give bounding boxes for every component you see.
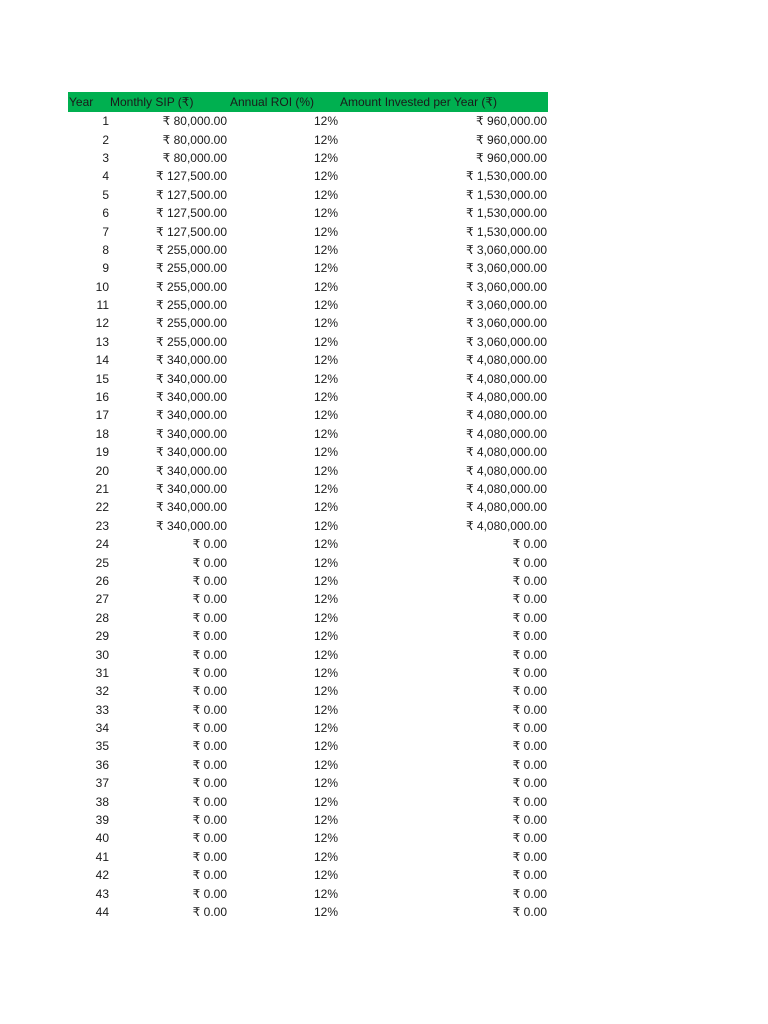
cell-amount-per-year[interactable]: ₹ 3,060,000.00 — [465, 242, 547, 257]
cell-annual-roi[interactable]: 12% — [313, 684, 338, 699]
sip-table — [68, 92, 548, 921]
cell-monthly-sip[interactable]: ₹ 340,000.00 — [155, 408, 227, 423]
cell-annual-roi[interactable]: 12% — [313, 316, 338, 331]
cell-year[interactable]: 1 — [102, 114, 109, 129]
table-row — [68, 664, 548, 682]
cell-amount-per-year[interactable]: ₹ 0.00 — [512, 665, 547, 680]
cell-amount-per-year[interactable]: ₹ 1,530,000.00 — [465, 187, 547, 202]
cell-amount-per-year[interactable]: ₹ 0.00 — [512, 794, 547, 809]
table-row — [68, 737, 548, 755]
cell-year[interactable]: 2 — [102, 132, 109, 147]
cell-amount-per-year[interactable]: ₹ 3,060,000.00 — [465, 279, 547, 294]
cell-amount-per-year[interactable]: ₹ 0.00 — [512, 592, 547, 607]
cell-amount-per-year[interactable]: ₹ 0.00 — [512, 831, 547, 846]
table-row — [68, 333, 548, 351]
cell-amount-per-year[interactable]: ₹ 0.00 — [512, 776, 547, 791]
cell-annual-roi[interactable]: 12% — [313, 849, 338, 864]
cell-monthly-sip[interactable]: ₹ 340,000.00 — [155, 518, 227, 533]
table-row — [68, 314, 548, 332]
cell-year[interactable]: 28 — [95, 610, 109, 625]
cell-amount-per-year[interactable]: ₹ 4,080,000.00 — [465, 518, 547, 533]
cell-monthly-sip[interactable]: ₹ 127,500.00 — [155, 206, 227, 221]
cell-year[interactable]: 44 — [95, 904, 109, 919]
cell-amount-per-year[interactable]: ₹ 0.00 — [512, 684, 547, 699]
cell-monthly-sip[interactable]: ₹ 0.00 — [192, 721, 227, 736]
table-row — [68, 112, 548, 130]
table-row — [68, 425, 548, 443]
cell-annual-roi[interactable]: 12% — [313, 610, 338, 625]
cell-year[interactable]: 13 — [95, 334, 109, 349]
cell-monthly-sip[interactable]: ₹ 0.00 — [192, 555, 227, 570]
cell-monthly-sip[interactable]: ₹ 0.00 — [192, 610, 227, 625]
cell-year[interactable]: 10 — [95, 279, 109, 294]
cell-year[interactable]: 3 — [102, 150, 109, 165]
cell-year[interactable]: 15 — [95, 371, 109, 386]
cell-year[interactable]: 8 — [102, 242, 109, 257]
table-row — [68, 369, 548, 387]
cell-monthly-sip[interactable]: ₹ 255,000.00 — [155, 261, 227, 276]
cell-year[interactable]: 29 — [95, 629, 109, 644]
cell-monthly-sip[interactable]: ₹ 0.00 — [192, 592, 227, 607]
cell-year[interactable]: 9 — [102, 261, 109, 276]
cell-amount-per-year[interactable]: ₹ 1,530,000.00 — [465, 224, 547, 239]
cell-year[interactable]: 38 — [95, 794, 109, 809]
cell-year[interactable]: 33 — [95, 702, 109, 717]
table-row — [68, 204, 548, 222]
cell-annual-roi[interactable]: 12% — [313, 573, 338, 588]
cell-amount-per-year[interactable]: ₹ 960,000.00 — [475, 132, 547, 147]
cell-year[interactable]: 37 — [95, 776, 109, 791]
cell-monthly-sip[interactable]: ₹ 0.00 — [192, 813, 227, 828]
cell-year[interactable]: 34 — [95, 721, 109, 736]
cell-amount-per-year[interactable]: ₹ 0.00 — [512, 702, 547, 717]
table-row — [68, 719, 548, 737]
cell-amount-per-year[interactable]: ₹ 4,080,000.00 — [465, 353, 547, 368]
cell-monthly-sip[interactable]: ₹ 0.00 — [192, 886, 227, 901]
cell-annual-roi[interactable]: 12% — [313, 426, 338, 441]
cell-monthly-sip[interactable]: ₹ 127,500.00 — [155, 169, 227, 184]
cell-amount-per-year[interactable]: ₹ 0.00 — [512, 555, 547, 570]
cell-monthly-sip[interactable]: ₹ 340,000.00 — [155, 445, 227, 460]
cell-amount-per-year[interactable]: ₹ 0.00 — [512, 757, 547, 772]
cell-annual-roi[interactable]: 12% — [313, 518, 338, 533]
cell-amount-per-year[interactable]: ₹ 3,060,000.00 — [465, 261, 547, 276]
cell-amount-per-year[interactable]: ₹ 3,060,000.00 — [465, 316, 547, 331]
cell-year[interactable]: 6 — [102, 206, 109, 221]
cell-annual-roi[interactable]: 12% — [313, 482, 338, 496]
table-row — [68, 903, 548, 921]
cell-year[interactable]: 35 — [95, 739, 109, 754]
header-annual-roi[interactable]: Annual ROI (%) — [230, 95, 315, 109]
cell-amount-per-year[interactable]: ₹ 4,080,000.00 — [465, 371, 547, 386]
cell-annual-roi[interactable]: 12% — [313, 445, 338, 460]
cell-annual-roi[interactable]: 12% — [313, 702, 338, 717]
table-row — [68, 811, 548, 829]
table-row — [68, 167, 548, 185]
cell-year[interactable]: 39 — [95, 813, 109, 828]
cell-monthly-sip[interactable]: ₹ 255,000.00 — [155, 242, 227, 257]
cell-amount-per-year[interactable]: ₹ 0.00 — [512, 573, 547, 588]
table-row — [68, 627, 548, 645]
cell-year[interactable]: 21 — [95, 482, 109, 496]
table-row — [68, 884, 548, 902]
cell-annual-roi[interactable]: 12% — [313, 868, 338, 883]
cell-year[interactable]: 23 — [95, 518, 109, 533]
cell-amount-per-year[interactable]: ₹ 4,080,000.00 — [465, 408, 547, 423]
cell-annual-roi[interactable]: 12% — [313, 757, 338, 772]
cell-year[interactable]: 7 — [102, 224, 109, 239]
table-row — [68, 130, 548, 148]
cell-annual-roi[interactable]: 12% — [313, 831, 338, 846]
cell-year[interactable]: 25 — [95, 555, 109, 570]
table-row — [68, 590, 548, 608]
table-row — [68, 222, 548, 240]
cell-amount-per-year[interactable]: ₹ 3,060,000.00 — [465, 298, 547, 313]
cell-amount-per-year[interactable]: ₹ 0.00 — [512, 537, 547, 552]
cell-monthly-sip[interactable]: ₹ 80,000.00 — [162, 114, 227, 129]
cell-amount-per-year[interactable]: ₹ 1,530,000.00 — [465, 169, 547, 184]
cell-amount-per-year[interactable]: ₹ 0.00 — [512, 849, 547, 864]
table-row — [68, 682, 548, 700]
cell-annual-roi[interactable]: 12% — [313, 334, 338, 349]
cell-year[interactable]: 41 — [95, 849, 109, 864]
cell-monthly-sip[interactable]: ₹ 80,000.00 — [162, 150, 227, 165]
cell-annual-roi[interactable]: 12% — [313, 298, 338, 313]
cell-monthly-sip[interactable]: ₹ 80,000.00 — [162, 132, 227, 147]
cell-monthly-sip[interactable]: ₹ 0.00 — [192, 702, 227, 717]
cell-monthly-sip[interactable]: ₹ 0.00 — [192, 794, 227, 809]
table-row — [68, 553, 548, 571]
cell-annual-roi[interactable]: 12% — [313, 794, 338, 809]
header-year[interactable]: Year — [69, 95, 94, 109]
table-row — [68, 756, 548, 774]
cell-monthly-sip[interactable]: ₹ 0.00 — [192, 757, 227, 772]
cell-amount-per-year[interactable]: ₹ 0.00 — [512, 647, 547, 662]
cell-monthly-sip[interactable]: ₹ 340,000.00 — [155, 371, 227, 386]
cell-monthly-sip[interactable]: ₹ 0.00 — [192, 849, 227, 864]
cell-monthly-sip[interactable]: ₹ 0.00 — [192, 665, 227, 680]
cell-annual-roi[interactable]: 12% — [313, 371, 338, 386]
cell-annual-roi[interactable]: 12% — [313, 629, 338, 644]
cell-year[interactable]: 22 — [95, 500, 109, 515]
cell-annual-roi[interactable]: 12% — [313, 114, 338, 129]
cell-year[interactable]: 18 — [95, 426, 109, 441]
cell-year[interactable]: 17 — [95, 408, 109, 423]
cell-annual-roi[interactable]: 12% — [313, 169, 338, 184]
cell-monthly-sip[interactable]: ₹ 255,000.00 — [155, 279, 227, 294]
cell-year[interactable]: 36 — [95, 757, 109, 772]
cell-annual-roi[interactable]: 12% — [313, 665, 338, 680]
cell-annual-roi[interactable]: 12% — [313, 150, 338, 165]
cell-annual-roi[interactable]: 12% — [313, 206, 338, 221]
cell-amount-per-year[interactable]: ₹ 4,080,000.00 — [465, 426, 547, 441]
table-row — [68, 480, 548, 498]
cell-year[interactable]: 30 — [95, 647, 109, 662]
cell-amount-per-year[interactable]: ₹ 0.00 — [512, 813, 547, 828]
table-row — [68, 278, 548, 296]
cell-amount-per-year[interactable]: ₹ 4,080,000.00 — [465, 463, 547, 478]
cell-year[interactable]: 26 — [95, 573, 109, 588]
cell-annual-roi[interactable]: 12% — [313, 224, 338, 239]
cell-monthly-sip[interactable]: ₹ 127,500.00 — [155, 224, 227, 239]
cell-monthly-sip[interactable]: ₹ 0.00 — [192, 629, 227, 644]
cell-amount-per-year[interactable]: ₹ 4,080,000.00 — [465, 390, 547, 405]
cell-monthly-sip[interactable]: ₹ 255,000.00 — [155, 334, 227, 349]
cell-monthly-sip[interactable]: ₹ 0.00 — [192, 647, 227, 662]
cell-annual-roi[interactable]: 12% — [313, 886, 338, 901]
header-monthly-sip[interactable]: Monthly SIP (₹) — [110, 95, 194, 109]
table-row — [68, 186, 548, 204]
table-row — [68, 406, 548, 424]
cell-amount-per-year[interactable]: ₹ 960,000.00 — [475, 114, 547, 129]
cell-monthly-sip[interactable]: ₹ 0.00 — [192, 537, 227, 552]
cell-annual-roi[interactable]: 12% — [313, 647, 338, 662]
header-row — [68, 92, 548, 112]
cell-monthly-sip[interactable]: ₹ 127,500.00 — [155, 187, 227, 202]
cell-amount-per-year[interactable]: ₹ 960,000.00 — [475, 150, 547, 165]
cell-monthly-sip[interactable]: ₹ 0.00 — [192, 868, 227, 883]
cell-year[interactable]: 11 — [96, 298, 109, 313]
table-row — [68, 351, 548, 369]
cell-year[interactable]: 27 — [95, 592, 109, 607]
cell-year[interactable]: 16 — [95, 390, 109, 405]
table-row — [68, 609, 548, 627]
cell-year[interactable]: 31 — [95, 665, 109, 680]
cell-monthly-sip[interactable]: ₹ 255,000.00 — [155, 316, 227, 331]
cell-amount-per-year[interactable]: ₹ 4,080,000.00 — [465, 500, 547, 515]
cell-year[interactable]: 5 — [102, 187, 109, 202]
table-body — [68, 112, 548, 921]
table-row — [68, 498, 548, 516]
cell-amount-per-year[interactable]: ₹ 0.00 — [512, 739, 547, 754]
cell-amount-per-year[interactable]: ₹ 0.00 — [512, 721, 547, 736]
cell-annual-roi[interactable]: 12% — [313, 279, 338, 294]
table-row — [68, 259, 548, 277]
cell-annual-roi[interactable]: 12% — [313, 813, 338, 828]
cell-monthly-sip[interactable]: ₹ 340,000.00 — [155, 353, 227, 368]
cell-annual-roi[interactable]: 12% — [313, 592, 338, 607]
table-row — [68, 774, 548, 792]
cell-year[interactable]: 40 — [95, 831, 109, 846]
cell-monthly-sip[interactable]: ₹ 0.00 — [192, 739, 227, 754]
table-row — [68, 535, 548, 553]
cell-annual-roi[interactable]: 12% — [313, 242, 338, 257]
table-row — [68, 701, 548, 719]
cell-monthly-sip[interactable]: ₹ 0.00 — [192, 904, 227, 919]
table-row — [68, 792, 548, 810]
cell-monthly-sip[interactable]: ₹ 0.00 — [192, 831, 227, 846]
cell-annual-roi[interactable]: 12% — [313, 353, 338, 368]
cell-annual-roi[interactable]: 12% — [313, 500, 338, 515]
cell-year[interactable]: 24 — [95, 537, 109, 552]
cell-monthly-sip[interactable]: ₹ 0.00 — [192, 684, 227, 699]
cell-annual-roi[interactable]: 12% — [313, 187, 338, 202]
table-row — [68, 296, 548, 314]
cell-year[interactable]: 43 — [95, 886, 109, 901]
cell-monthly-sip[interactable]: ₹ 0.00 — [192, 573, 227, 588]
cell-amount-per-year[interactable]: ₹ 0.00 — [512, 904, 547, 919]
cell-annual-roi[interactable]: 12% — [313, 261, 338, 276]
cell-monthly-sip[interactable]: ₹ 340,000.00 — [155, 463, 227, 478]
cell-annual-roi[interactable]: 12% — [313, 776, 338, 791]
header-amount-per-year[interactable]: Amount Invested per Year (₹) — [340, 95, 498, 109]
table-row — [68, 848, 548, 866]
cell-monthly-sip[interactable]: ₹ 0.00 — [192, 776, 227, 791]
cell-amount-per-year[interactable]: ₹ 3,060,000.00 — [465, 334, 547, 349]
cell-annual-roi[interactable]: 12% — [313, 463, 338, 478]
table-row — [68, 645, 548, 663]
cell-year[interactable]: 42 — [95, 868, 109, 883]
cell-annual-roi[interactable]: 12% — [313, 537, 338, 552]
table-row — [68, 388, 548, 406]
table-row — [68, 149, 548, 167]
cell-monthly-sip[interactable]: ₹ 340,000.00 — [155, 500, 227, 515]
cell-monthly-sip[interactable]: ₹ 340,000.00 — [155, 390, 227, 405]
cell-annual-roi[interactable]: 12% — [313, 132, 338, 147]
cell-monthly-sip[interactable]: ₹ 340,000.00 — [155, 482, 227, 496]
table-row — [68, 829, 548, 847]
cell-amount-per-year[interactable]: ₹ 1,530,000.00 — [465, 206, 547, 221]
table-row — [68, 572, 548, 590]
cell-amount-per-year[interactable]: ₹ 0.00 — [512, 868, 547, 883]
cell-amount-per-year[interactable]: ₹ 0.00 — [512, 610, 547, 625]
cell-annual-roi[interactable]: 12% — [313, 390, 338, 405]
cell-amount-per-year[interactable]: ₹ 4,080,000.00 — [465, 445, 547, 460]
cell-amount-per-year[interactable]: ₹ 4,080,000.00 — [465, 482, 547, 496]
cell-annual-roi[interactable]: 12% — [313, 721, 338, 736]
cell-annual-roi[interactable]: 12% — [313, 408, 338, 423]
cell-monthly-sip[interactable]: ₹ 340,000.00 — [155, 426, 227, 441]
table-row — [68, 461, 548, 479]
table-row — [68, 866, 548, 884]
cell-annual-roi[interactable]: 12% — [313, 739, 338, 754]
cell-amount-per-year[interactable]: ₹ 0.00 — [512, 886, 547, 901]
cell-year[interactable]: 4 — [102, 169, 109, 184]
table-row — [68, 443, 548, 461]
cell-annual-roi[interactable]: 12% — [313, 555, 338, 570]
cell-amount-per-year[interactable]: ₹ 0.00 — [512, 629, 547, 644]
table-row — [68, 517, 548, 535]
cell-year[interactable]: 32 — [95, 684, 109, 699]
cell-year[interactable]: 12 — [95, 316, 109, 331]
cell-monthly-sip[interactable]: ₹ 255,000.00 — [155, 298, 227, 313]
cell-annual-roi[interactable]: 12% — [313, 904, 338, 919]
table-row — [68, 241, 548, 259]
cell-year[interactable]: 19 — [95, 445, 109, 460]
cell-year[interactable]: 14 — [95, 353, 109, 368]
cell-year[interactable]: 20 — [95, 463, 109, 478]
